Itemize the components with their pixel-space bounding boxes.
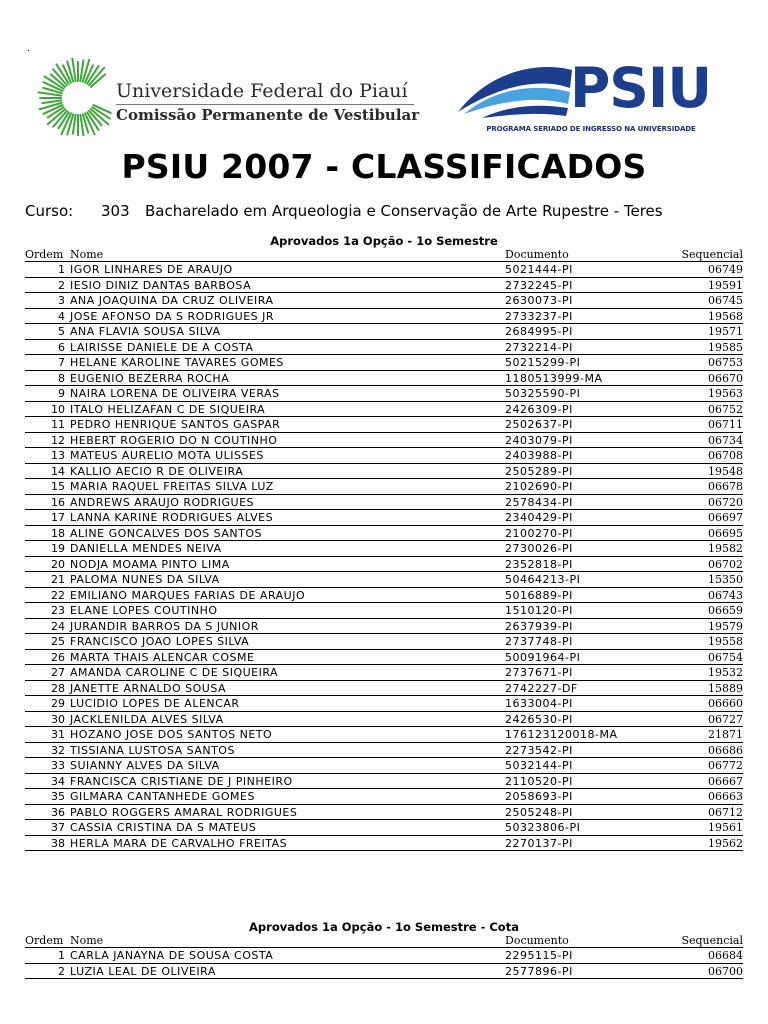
row-documento: 5016889-PI bbox=[505, 588, 573, 602]
row-documento: 2502637-PI bbox=[505, 418, 573, 431]
row-sequencial: 06670 bbox=[708, 371, 743, 385]
row-documento: 2340429-PI bbox=[505, 511, 573, 524]
row-ordem: 11 bbox=[51, 418, 65, 431]
row-sequencial: 06667 bbox=[708, 774, 743, 788]
row-ordem: 35 bbox=[51, 790, 65, 803]
table-row bbox=[25, 526, 743, 542]
row-ordem: 2 bbox=[58, 964, 65, 978]
row-nome: HERLA MARA DE CARVALHO FREITAS bbox=[70, 836, 288, 850]
row-nome: CASSIA CRISTINA DA S MATEUS bbox=[70, 821, 257, 834]
stray-mark: . bbox=[27, 43, 31, 54]
row-sequencial: 06697 bbox=[708, 511, 743, 524]
table-row bbox=[25, 371, 743, 387]
row-nome: KALLIO AECIO R DE OLIVEIRA bbox=[70, 464, 244, 478]
row-ordem: 25 bbox=[51, 635, 65, 648]
row-nome: PEDRO HENRIQUE SANTOS GASPAR bbox=[70, 418, 281, 431]
table-row bbox=[25, 634, 743, 650]
row-documento: 2732214-PI bbox=[505, 340, 573, 354]
row-nome: MARTA THAIS ALENCAR COSME bbox=[70, 650, 255, 664]
row-sequencial: 06711 bbox=[708, 418, 743, 431]
table-row bbox=[25, 262, 743, 278]
row-sequencial: 19558 bbox=[708, 635, 743, 648]
row-documento: 2737748-PI bbox=[505, 635, 573, 648]
table-row bbox=[25, 805, 743, 821]
row-sequencial: 06727 bbox=[708, 712, 743, 726]
row-nome: NAIRA LORENA DE OLIVEIRA VERAS bbox=[70, 387, 280, 400]
row-nome: ELANE LOPES COUTINHO bbox=[70, 604, 218, 617]
col-sequencial: Sequencial bbox=[681, 934, 743, 947]
row-ordem: 16 bbox=[51, 495, 65, 509]
program-logo bbox=[452, 56, 730, 138]
row-ordem: 24 bbox=[51, 619, 65, 633]
row-ordem: 37 bbox=[51, 821, 65, 834]
col-documento: Documento bbox=[505, 248, 569, 261]
program-tagline: PROGRAMA SERIADO DE INGRESSO NA UNIVERSIDADE bbox=[486, 125, 696, 133]
table-row bbox=[25, 278, 743, 294]
row-documento: 2273542-PI bbox=[505, 743, 573, 757]
table-row bbox=[25, 386, 743, 402]
row-ordem: 6 bbox=[58, 340, 65, 354]
row-ordem: 1 bbox=[58, 949, 65, 962]
row-nome: DANIELLA MENDES NEIVA bbox=[70, 542, 222, 555]
col-sequencial: Sequencial bbox=[681, 248, 743, 261]
institution-name: Universidade Federal do Piauí bbox=[116, 80, 408, 102]
row-sequencial: 15350 bbox=[708, 573, 743, 586]
section-title: Aprovados 1a Opção - 1o Semestre bbox=[270, 234, 498, 248]
row-documento: 2102690-PI bbox=[505, 480, 573, 493]
row-sequencial: 19563 bbox=[708, 387, 743, 400]
table-row bbox=[25, 355, 743, 371]
institution-divider bbox=[116, 104, 414, 105]
row-nome: LUCIDIO LOPES DE ALENCAR bbox=[70, 697, 240, 710]
row-nome: CARLA JANAYNA DE SOUSA COSTA bbox=[70, 949, 274, 962]
commission-name: Comissão Permanente de Vestibular bbox=[116, 106, 420, 124]
table-row bbox=[25, 495, 743, 511]
row-documento: 2732245-PI bbox=[505, 278, 573, 292]
course-name: Bacharelado em Arqueologia e Conservação de Arte Rupestre - Teres bbox=[145, 202, 663, 220]
row-documento: 2630073-PI bbox=[505, 294, 573, 307]
row-documento: 2426309-PI bbox=[505, 402, 573, 416]
row-documento: 50091964-PI bbox=[505, 650, 581, 664]
row-sequencial: 19579 bbox=[708, 619, 743, 633]
row-sequencial: 06708 bbox=[708, 449, 743, 462]
row-documento: 1633004-PI bbox=[505, 697, 573, 710]
row-nome: HELANE KAROLINE TAVARES GOMES bbox=[70, 356, 284, 369]
table-row bbox=[25, 510, 743, 526]
row-documento: 2403988-PI bbox=[505, 449, 573, 462]
course-label: Curso: bbox=[25, 202, 74, 220]
row-ordem: 3 bbox=[58, 294, 65, 307]
row-nome: MATEUS AURELIO MOTA ULISSES bbox=[70, 449, 264, 462]
program-logo-wordmark: PSIU bbox=[570, 56, 712, 120]
row-ordem: 13 bbox=[51, 449, 65, 462]
row-documento: 50323806-PI bbox=[505, 821, 581, 834]
row-documento: 2110520-PI bbox=[505, 774, 573, 788]
row-sequencial: 06734 bbox=[708, 433, 743, 447]
row-documento: 2742227-DF bbox=[505, 681, 578, 695]
row-sequencial: 06660 bbox=[708, 697, 743, 710]
row-sequencial: 19568 bbox=[708, 309, 743, 323]
row-ordem: 18 bbox=[51, 526, 65, 540]
page-header bbox=[0, 52, 768, 138]
row-ordem: 29 bbox=[51, 697, 65, 710]
institution-logo bbox=[36, 58, 420, 136]
row-sequencial: 06720 bbox=[708, 495, 743, 509]
row-nome: EUGENIO BEZERRA ROCHA bbox=[70, 371, 230, 385]
table-row bbox=[25, 789, 743, 805]
row-sequencial: 19562 bbox=[708, 836, 743, 850]
course-line bbox=[25, 201, 768, 221]
table-row bbox=[25, 309, 743, 325]
row-sequencial: 19532 bbox=[708, 666, 743, 679]
row-sequencial: 06659 bbox=[708, 604, 743, 617]
row-ordem: 17 bbox=[51, 511, 65, 524]
row-ordem: 12 bbox=[51, 433, 65, 447]
row-ordem: 34 bbox=[51, 774, 65, 788]
row-nome: ANDREWS ARAUJO RODRIGUES bbox=[70, 495, 255, 509]
row-documento: 5032144-PI bbox=[505, 759, 573, 772]
row-documento: 50215299-PI bbox=[505, 356, 581, 369]
row-sequencial: 06686 bbox=[708, 743, 743, 757]
row-documento: 50464213-PI bbox=[505, 573, 581, 586]
col-nome: Nome bbox=[70, 934, 104, 947]
row-sequencial: 15889 bbox=[708, 681, 743, 695]
table-row bbox=[25, 433, 743, 449]
row-ordem: 27 bbox=[51, 666, 65, 679]
table-header bbox=[25, 934, 743, 948]
col-documento: Documento bbox=[505, 934, 569, 947]
approved-section bbox=[25, 235, 743, 851]
row-nome: IGOR LINHARES DE ARAUJO bbox=[70, 263, 233, 276]
row-documento: 2058693-PI bbox=[505, 790, 573, 803]
course-code: 303 bbox=[101, 202, 130, 220]
row-nome: LAIRISSE DANIELE DE A COSTA bbox=[70, 340, 254, 354]
table-row bbox=[25, 293, 743, 309]
row-ordem: 9 bbox=[58, 387, 65, 400]
row-sequencial: 19548 bbox=[708, 464, 743, 478]
row-documento: 5021444-PI bbox=[505, 263, 573, 276]
row-ordem: 23 bbox=[51, 604, 65, 617]
table-row bbox=[25, 712, 743, 728]
table-row bbox=[25, 417, 743, 433]
table-body bbox=[25, 262, 743, 851]
row-sequencial: 19561 bbox=[708, 821, 743, 834]
row-documento: 2505248-PI bbox=[505, 805, 573, 819]
table-row bbox=[25, 479, 743, 495]
row-sequencial: 06712 bbox=[708, 805, 743, 819]
table-row bbox=[25, 572, 743, 588]
row-ordem: 1 bbox=[58, 263, 65, 276]
row-nome: IESIO DINIZ DANTAS BARBOSA bbox=[70, 278, 252, 292]
row-documento: 2730026-PI bbox=[505, 542, 573, 555]
quota-section bbox=[25, 921, 743, 979]
col-ordem: Ordem bbox=[25, 934, 64, 947]
row-sequencial: 06752 bbox=[708, 402, 743, 416]
row-nome: ANA JOAQUINA DA CRUZ OLIVEIRA bbox=[70, 294, 274, 307]
table-header bbox=[25, 248, 743, 262]
row-documento: 2637939-PI bbox=[505, 619, 573, 633]
row-ordem: 7 bbox=[58, 356, 65, 369]
row-ordem: 4 bbox=[58, 309, 65, 323]
row-ordem: 15 bbox=[51, 480, 65, 493]
row-documento: 1510120-PI bbox=[505, 604, 573, 617]
row-ordem: 10 bbox=[51, 402, 65, 416]
row-nome: HEBERT ROGERIO DO N COUTINHO bbox=[70, 433, 278, 447]
row-sequencial: 21871 bbox=[708, 728, 743, 741]
row-nome: GILMARA CANTANHEDE GOMES bbox=[70, 790, 255, 803]
table-row bbox=[25, 324, 743, 340]
page-title: PSIU 2007 - CLASSIFICADOS bbox=[121, 147, 647, 186]
col-nome: Nome bbox=[70, 248, 104, 261]
row-documento: 176123120018-MA bbox=[505, 728, 618, 741]
row-ordem: 8 bbox=[58, 371, 65, 385]
row-nome: PALOMA NUNES DA SILVA bbox=[70, 573, 220, 586]
row-nome: ANA FLAVIA SOUSA SILVA bbox=[70, 325, 221, 338]
row-documento: 2270137-PI bbox=[505, 836, 573, 850]
row-nome: PABLO ROGGERS AMARAL RODRIGUES bbox=[70, 805, 298, 819]
row-nome: AMANDA CAROLINE C DE SIQUEIRA bbox=[70, 666, 279, 679]
row-documento: 2733237-PI bbox=[505, 309, 573, 323]
table-row bbox=[25, 727, 743, 743]
row-documento: 2684995-PI bbox=[505, 325, 573, 338]
table-row bbox=[25, 588, 743, 604]
row-nome: JANETTE ARNALDO SOUSA bbox=[70, 681, 227, 695]
row-ordem: 19 bbox=[51, 542, 65, 555]
row-ordem: 30 bbox=[51, 712, 65, 726]
row-nome: JACKLENILDA ALVES SILVA bbox=[70, 712, 224, 726]
row-sequencial: 06702 bbox=[708, 557, 743, 571]
row-nome: HOZANO JOSE DOS SANTOS NETO bbox=[70, 728, 273, 741]
table-row bbox=[25, 743, 743, 759]
row-sequencial: 06663 bbox=[708, 790, 743, 803]
table-row bbox=[25, 681, 743, 697]
row-documento: 2505289-PI bbox=[505, 464, 573, 478]
row-sequencial: 19582 bbox=[708, 542, 743, 555]
row-ordem: 36 bbox=[51, 805, 65, 819]
row-ordem: 14 bbox=[51, 464, 65, 478]
row-sequencial: 06678 bbox=[708, 480, 743, 493]
row-sequencial: 06695 bbox=[708, 526, 743, 540]
table-row bbox=[25, 650, 743, 666]
row-sequencial: 19591 bbox=[708, 278, 743, 292]
row-documento: 1180513999-MA bbox=[505, 371, 603, 385]
row-nome: ITALO HELIZAFAN C DE SIQUEIRA bbox=[70, 402, 266, 416]
row-documento: 2100270-PI bbox=[505, 526, 573, 540]
row-documento: 2352818-PI bbox=[505, 557, 573, 571]
table-row bbox=[25, 696, 743, 712]
table-row bbox=[25, 619, 743, 635]
table-body bbox=[25, 948, 743, 979]
table-row bbox=[25, 964, 743, 980]
table-row bbox=[25, 665, 743, 681]
row-ordem: 33 bbox=[51, 759, 65, 772]
table-row bbox=[25, 448, 743, 464]
row-nome: MARIA RAQUEL FREITAS SILVA LUZ bbox=[70, 480, 274, 493]
row-documento: 2426530-PI bbox=[505, 712, 573, 726]
table-row bbox=[25, 402, 743, 418]
row-sequencial: 06753 bbox=[708, 356, 743, 369]
table-row bbox=[25, 557, 743, 573]
row-ordem: 31 bbox=[51, 728, 65, 741]
table-row bbox=[25, 603, 743, 619]
table-row bbox=[25, 541, 743, 557]
row-documento: 50325590-PI bbox=[505, 387, 581, 400]
row-sequencial: 19571 bbox=[708, 325, 743, 338]
table-row bbox=[25, 340, 743, 356]
row-documento: 2403079-PI bbox=[505, 433, 573, 447]
row-ordem: 32 bbox=[51, 743, 65, 757]
sun-rays-icon bbox=[36, 58, 116, 136]
row-nome: NODJA MOAMA PINTO LIMA bbox=[70, 557, 230, 571]
row-sequencial: 06745 bbox=[708, 294, 743, 307]
table-row bbox=[25, 820, 743, 836]
row-documento: 2295115-PI bbox=[505, 949, 573, 962]
table-row bbox=[25, 836, 743, 852]
row-documento: 2737671-PI bbox=[505, 666, 573, 679]
table-row bbox=[25, 774, 743, 790]
row-documento: 2578434-PI bbox=[505, 495, 573, 509]
table-row bbox=[25, 464, 743, 480]
row-sequencial: 06743 bbox=[708, 588, 743, 602]
col-ordem: Ordem bbox=[25, 248, 64, 261]
section-title: Aprovados 1a Opção - 1o Semestre - Cota bbox=[249, 920, 519, 934]
row-ordem: 2 bbox=[58, 278, 65, 292]
row-nome: FRANCISCA CRISTIANE DE J PINHEIRO bbox=[70, 774, 293, 788]
row-ordem: 21 bbox=[51, 573, 65, 586]
row-ordem: 26 bbox=[51, 650, 65, 664]
row-nome: TISSIANA LUSTOSA SANTOS bbox=[70, 743, 235, 757]
row-nome: FRANCISCO JOAO LOPES SILVA bbox=[70, 635, 250, 648]
row-ordem: 38 bbox=[51, 836, 65, 850]
row-nome: JURANDIR BARROS DA S JUNIOR bbox=[70, 619, 259, 633]
row-ordem: 28 bbox=[51, 681, 65, 695]
table-row bbox=[25, 948, 743, 964]
row-nome: LANNA KARINE RODRIGUES ALVES bbox=[70, 511, 274, 524]
row-nome: SUIANNY ALVES DA SILVA bbox=[70, 759, 220, 772]
row-ordem: 22 bbox=[51, 588, 65, 602]
row-sequencial: 06754 bbox=[708, 650, 743, 664]
row-nome: LUZIA LEAL DE OLIVEIRA bbox=[70, 964, 216, 978]
row-sequencial: 06772 bbox=[708, 759, 743, 772]
row-nome: JOSE AFONSO DA S RODRIGUES JR bbox=[70, 309, 275, 323]
row-sequencial: 06749 bbox=[708, 263, 743, 276]
row-nome: ALINE GONCALVES DOS SANTOS bbox=[70, 526, 262, 540]
row-nome: EMILIANO MARQUES FARIAS DE ARAUJO bbox=[70, 588, 306, 602]
row-documento: 2577896-PI bbox=[505, 964, 573, 978]
row-ordem: 5 bbox=[58, 325, 65, 338]
row-sequencial: 19585 bbox=[708, 340, 743, 354]
row-sequencial: 06700 bbox=[708, 964, 743, 978]
table-row bbox=[25, 758, 743, 774]
row-ordem: 20 bbox=[51, 557, 65, 571]
row-sequencial: 06684 bbox=[708, 949, 743, 962]
